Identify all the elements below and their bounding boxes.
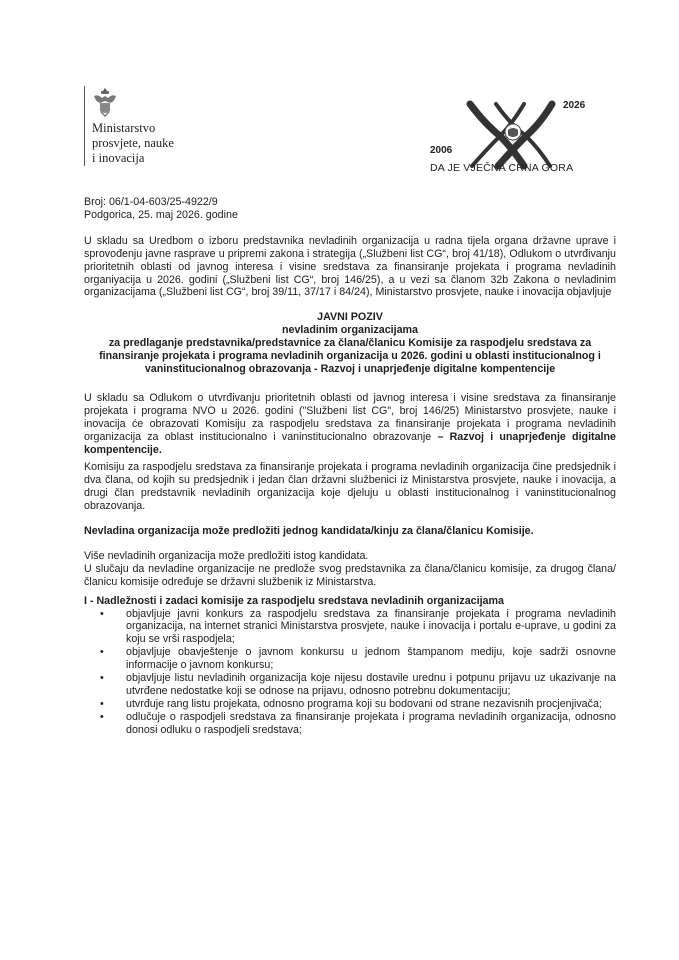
paragraph-2: Komisiju za raspodjelu sredstava za finansiranje projekata i programa nevladinih organizacija čine predsjednik i dva člana, od kojih su predsjednik i jedan član državni službenici iz Ministarstva prosvjete, nauke i inovacija, a drugi član predstavnik nevladinih organizacija koje djeluju u oblasti institucionalnog i vaninstitucionalnog obrazovanja. bbox=[84, 461, 616, 513]
paragraph-3-line: U slučaju da nevladine organizacije ne predlože svog predstavnika za člana/članicu komisije, za drugog člana/članicu komisije određuje se državni službenik iz Ministarstva. bbox=[84, 562, 616, 588]
list-item: • objavljuje listu nevladinih organizacija koje nijesu dostavile urednu i potpunu prijavu uz ukazivanje na utvrđene nedostatke koji se odnose na prijavu, odnosno potrebnu dokumentaciju; bbox=[126, 672, 616, 698]
document-body bbox=[84, 196, 616, 737]
paragraph-1-bold: – Razvoj i unaprjeđenje digitalne kompentencije. bbox=[84, 430, 616, 456]
logo-year-start: 2006 bbox=[430, 145, 453, 156]
duties-list bbox=[84, 608, 616, 737]
intro-paragraph: U skladu sa Uredbom o izboru predstavnika nevladinih organizacija u radna tijela organa državne uprave i sprovođenju javne rasprave u pripremi zakona i strategija („Službeni list CG“, broj 41/18), Odlukom o utvrđivanju prioritetnih oblasti od javnog interesa i visine sredstava za finansiranje projekata i programa nevladinih organiyacija u 2026. godini („Službeni list CG“, broj 146/25), a u vezi sa članom 32b Zakona o nevladinim organizacijama („Službeni list CG“, broj 39/11, 37/17 i 84/24), Ministarstvo prosvjete, nauke i inovacija objavljuje bbox=[84, 234, 616, 299]
ministry-line: i inovacija bbox=[92, 151, 145, 165]
list-item: • odlučuje o raspodjeli sredstava za finansiranje projekata i programa nevladinih organizacija, odnosno donosi odluku o raspodjeli sredstava; bbox=[126, 711, 616, 737]
place-date: Podgorica, 25. maj 2026. godine bbox=[84, 208, 238, 221]
header-divider bbox=[84, 86, 85, 166]
bold-statement: Nevladina organizacija može predložiti jednog kandidata/kinju za člana/članicu Komisije. bbox=[84, 525, 534, 538]
call-subtitle: nevladinim organizacijama bbox=[281, 324, 418, 337]
list-item: • objavljuje obavještenje o javnom konkursu u jednom štampanom mediju, koje sadrži osnovne informacije o javnom konkursu; bbox=[126, 646, 616, 672]
ministry-name bbox=[92, 121, 174, 166]
paragraph-1 bbox=[84, 392, 616, 457]
paragraph-1-text: U skladu sa Odlukom o utvrđivanju prioritetnih oblasti od javnog interesa i visine sredstava za finansiranje projekata i programa NVO u 2026. godini ("Službeni list CG", broj 146/25) Ministarstvo prosvjete, nauke i inovacija će obrazovati Komisiju za raspodjelu sredstava za finansiranje projekata i programa nevladinih organizacija za oblast institucionalno i vaninstitucionalno obrazovanje bbox=[84, 391, 616, 443]
logo-tagline: DA JE VJEČNA CRNA GORA bbox=[430, 162, 574, 174]
list-item: • utvrđuje rang listu projekata, odnosno programa koji su bodovani od strane nezavisnih procjenjivača; bbox=[126, 698, 616, 711]
ministry-line: prosvjete, nauke bbox=[92, 136, 174, 150]
document-number: Broj: 06/1-04-603/25-4922/9 bbox=[84, 196, 218, 208]
list-item: • objavljuje javni konkurs za raspodjelu sredstava za finansiranje projekata i programa nevladinih organizacija, na internet stranici Ministarstva prosvjete, nauke i inovacija i portalu e-uprave, u godini za koju se vrši raspodjela; bbox=[126, 608, 616, 647]
section-heading: I - Nadležnosti i zadaci komisije za raspodjelu sredstava nevladinih organizacijama bbox=[84, 594, 504, 607]
call-title: JAVNI POZIV bbox=[317, 311, 383, 324]
paragraph-3-line: Više nevladinih organizacija može predložiti istog kandidata. bbox=[84, 549, 369, 562]
call-description: za predlaganje predstavnika/predstavnice za člana/članicu Komisije za raspodjelu sredstava za finansiranje projekata i programa nevladinih organizacija u 2026. godini u oblasti institucionalnog i vaninstitucionalnog obrazovanja - Razvoj i unaprjeđenje digitalne kompentencije bbox=[99, 337, 601, 375]
logo-year-end: 2026 bbox=[563, 100, 586, 111]
coat-of-arms-icon bbox=[92, 86, 118, 118]
ministry-line: Ministarstvo bbox=[92, 121, 156, 135]
